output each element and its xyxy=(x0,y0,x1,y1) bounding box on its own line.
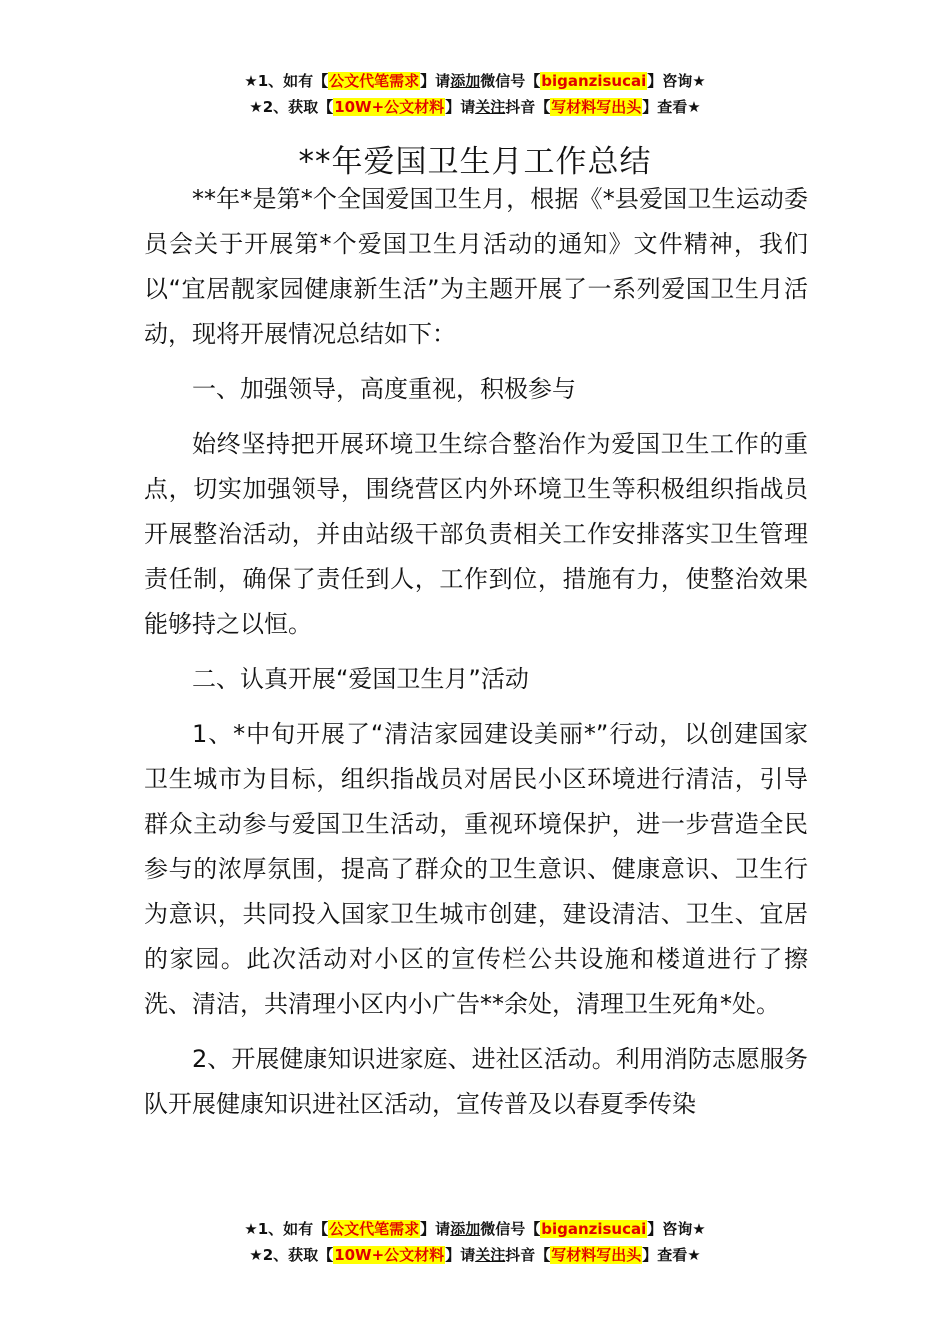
banner-douyin-id: 写材料写出头 xyxy=(551,1246,642,1264)
banner-douyin-id: 写材料写出头 xyxy=(551,98,642,116)
banner-emphasis: 关注 xyxy=(475,1246,506,1264)
banner-highlight: 10W+公文材料 xyxy=(334,1246,445,1264)
banner-text: 】咨询★ xyxy=(647,72,706,90)
banner-wechat-id: biganzisucai xyxy=(541,1220,647,1238)
paragraph-item-1: 1、*中旬开展了“清洁家园建设美丽*”行动，以创建国家卫生城市为目标，组织指战员对居民小区环境进行清洁，引导群众主动参与爱国卫生活动，重视环境保护，进一步营造全民参与的浓厚氛围，提高了群众的卫生意识、健康意识、卫生行为意识，共同投入国家卫生城市创建，建设清洁、卫生、宜居的家园。此次活动对小区的宣传栏公共设施和楼道进行了擦洗、清洁，共清理小区内小广告**余处，清理卫生死角*处。 xyxy=(144,720,808,1018)
banner-text: 抖音【 xyxy=(505,1246,551,1264)
document-title: **年爱国卫生月工作总结 xyxy=(298,143,652,180)
footer-banner xyxy=(0,1216,950,1268)
banner-emphasis: 关注 xyxy=(475,98,506,116)
banner-emphasis: 添加 xyxy=(450,1220,481,1238)
banner-highlight: 公文代笔需求 xyxy=(329,72,420,90)
banner-text: ★1、如有【 xyxy=(244,1220,329,1238)
banner-text: ★2、获取【 xyxy=(249,1246,334,1264)
banner-text: 】查看★ xyxy=(642,98,701,116)
section-heading-2: 二、认真开展“爱国卫生月”活动 xyxy=(192,665,529,693)
banner-text: 微信号【 xyxy=(480,72,541,90)
paragraph-intro: **年*是第*个全国爱国卫生月，根据《*县爱国卫生运动委员会关于开展第*个爱国卫生月活动的通知》文件精神，我们以“宜居靓家园健康新生活”为主题开展了一系列爱国卫生月活动，现将开展情况总结如下： xyxy=(144,185,808,348)
banner-text: 】查看★ xyxy=(642,1246,701,1264)
banner-highlight: 公文代笔需求 xyxy=(329,1220,420,1238)
banner-text: 】请 xyxy=(445,1246,476,1264)
banner-line-wechat xyxy=(0,68,950,94)
paragraph-leadership: 始终坚持把开展环境卫生综合整治作为爱国卫生工作的重点，切实加强领导，围绕营区内外环境卫生等积极组织指战员开展整治活动，并由站级干部负责相关工作安排落实卫生管理责任制，确保了责任到人，工作到位，措施有力，使整治效果能够持之以恒。 xyxy=(144,430,808,638)
banner-text: 】请 xyxy=(420,72,451,90)
banner-text: 】请 xyxy=(420,1220,451,1238)
banner-line-douyin xyxy=(0,1242,950,1268)
banner-text: ★2、获取【 xyxy=(249,98,334,116)
document-body xyxy=(144,177,808,1137)
banner-text: 抖音【 xyxy=(505,98,551,116)
section-heading-1: 一、加强领导，高度重视，积极参与 xyxy=(192,375,576,403)
banner-emphasis: 添加 xyxy=(450,72,481,90)
banner-text: 微信号【 xyxy=(480,1220,541,1238)
banner-text: 】请 xyxy=(445,98,476,116)
paragraph-item-2: 2、开展健康知识进家庭、进社区活动。利用消防志愿服务队开展健康知识进社区活动，宣传普及以春夏季传染 xyxy=(144,1045,808,1118)
banner-wechat-id: biganzisucai xyxy=(541,72,647,90)
banner-text: ★1、如有【 xyxy=(244,72,329,90)
header-banner xyxy=(0,68,950,120)
banner-highlight: 10W+公文材料 xyxy=(334,98,445,116)
banner-text: 】咨询★ xyxy=(647,1220,706,1238)
banner-line-douyin xyxy=(0,94,950,120)
banner-line-wechat xyxy=(0,1216,950,1242)
